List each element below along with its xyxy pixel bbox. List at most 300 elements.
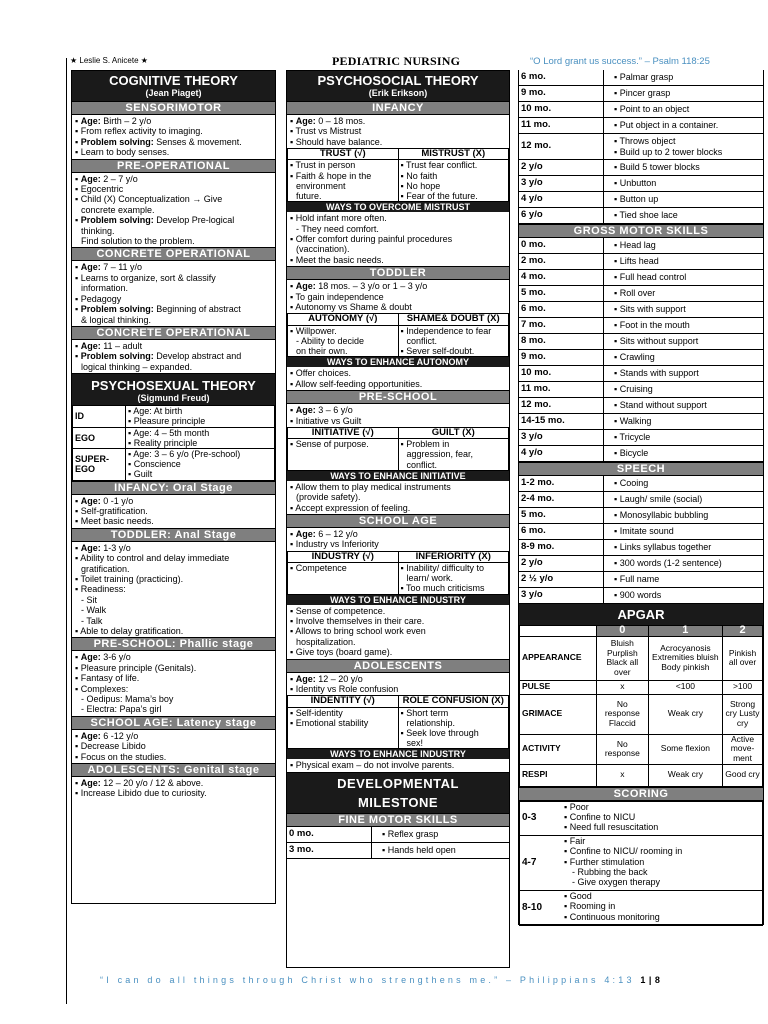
preschool-ways-body [287,481,509,514]
text-line: ▪ Throws object [614,136,676,147]
text-line: ▪ Offer choices. [290,368,352,379]
milestone-age: 11 mo. [519,382,604,398]
text-line: (vaccination). [296,244,350,255]
text-line: ▪ Allow self-feeding opportunities. [290,378,423,389]
toddler-negative-header: SHAME& DOUBT (X) [398,314,509,325]
schoolage-ways-body [287,605,509,659]
adolescents-summary [287,673,509,696]
freud-label: ID [73,406,126,427]
apgar-criterion: RESPI [520,764,597,786]
text-line: ▪ Too much criticisms [400,583,485,594]
preschool-negative-header: GUILT (X) [398,427,509,438]
score-actions [564,801,763,836]
concrete-body [72,261,275,325]
apgar-row [520,734,763,764]
text-line: ▪ Build 5 tower blocks [614,162,700,173]
milestone-age: 0 mo. [287,827,372,843]
text-line: ▪ Pleasure principle (Genitals). [75,662,197,673]
oral-body [72,495,275,528]
milestone-row [287,842,509,858]
apgar-cell: Strong cry Lusty cry [723,694,763,734]
text-line: ▪ Toilet training (practicing). [75,573,184,584]
milestone-apgar-column [518,70,764,925]
toddler-negative-traits [398,325,509,357]
cognitive-author: (Jean Piaget) [72,88,275,101]
infancy-header: INFANCY [287,101,509,115]
text-line: (provide safety). [296,492,361,503]
text-line: ▪ Meet basic needs. [75,516,154,527]
milestone-row [287,827,509,843]
milestone-row [519,302,763,318]
milestone-row [519,176,763,192]
text-line: ▪ Problem solving: Develop abstract and [75,351,242,362]
milestone-row [519,540,763,556]
text-line: ▪ No faith [400,170,438,181]
milestone-row [519,476,763,492]
text-line: thinking. [81,225,115,236]
milestone-skill [604,350,764,366]
preschool-summary [287,404,509,427]
fine-motor-header: FINE MOTOR SKILLS [287,813,509,827]
text-line: ▪ Pleasure principle [128,416,206,427]
infancy-positive-traits [288,160,399,202]
text-line: ▪ Walking [614,416,652,427]
anal-header: TODDLER: Anal Stage [72,528,275,542]
text-line: ▪ To gain independence [290,291,384,302]
preschool-ways-header: WAYS TO ENHANCE INITIATIVE [287,471,509,481]
freud-row [73,448,275,480]
text-line: ▪ Give toys (board game). [290,647,393,658]
score-actions [564,891,763,926]
apgar-cell: No response Flaccid [597,694,649,734]
milestone-skill [604,430,764,446]
apgar-cell: <100 [648,680,722,694]
text-line: ▪ Guilt [128,469,153,480]
milestone-age: 2 y/o [519,160,604,176]
text-line: information. [81,283,129,294]
text-line: ▪ Faith & hope in the [290,170,372,181]
text-line: ▪ Sits with support [614,304,686,315]
adolescents-negative-header: ROLE CONFUSION (X) [398,696,509,707]
milestone-row [519,318,763,334]
milestone-skill [604,70,764,86]
freud-structure-table [72,405,275,480]
freud-desc [126,427,275,448]
milestone-row [519,334,763,350]
milestone-age: 12 mo. [519,134,604,160]
text-line: ▪ Readiness: [75,584,126,595]
page-title: PEDIATRIC NURSING [332,54,461,68]
text-line: gratification. [81,563,130,574]
psychosexual-title: PSYCHOSEXUAL THEORY [72,373,275,393]
scoring-row [520,801,763,836]
apgar-criterion: PULSE [520,680,597,694]
score-range: 0-3 [520,801,565,836]
milestone-skill [604,270,764,286]
text-line: ▪ 300 words (1-2 sentence) [614,558,722,569]
text-line: ▪ Age: 11 – adult [75,340,143,351]
schoolage-versus-table [287,551,509,595]
milestone-skill [604,588,764,604]
text-line: ▪ Trust in person [290,160,356,171]
text-line: ▪ Able to delay gratification. [75,626,184,637]
header-quote: “O Lord grant us success.” – Psalm 118:25 [530,56,710,67]
text-line: ▪ Point to an object [614,104,690,115]
text-line: ▪ Pedagogy [75,293,122,304]
text-line: relationship. [406,717,456,728]
text-line: ▪ Head lag [614,240,656,251]
latency-body [72,730,275,763]
score-range: 4-7 [520,836,565,891]
milestone-row [519,118,763,134]
text-line: ▪ Rooming in [564,901,616,912]
freud-desc [126,406,275,427]
fine-motor-table-a [287,827,509,859]
apgar-cell: Good cry [723,764,763,786]
milestone-row [519,572,763,588]
text-line: ▪ Offer comfort during painful procedures [290,234,453,245]
apgar-corner [520,626,597,637]
text-line: ▪ Decrease Libido [75,741,146,752]
text-line: ▪ Fair [564,836,586,847]
milestone-age: 8-9 mo. [519,540,604,556]
page-number: 1 | 8 [640,975,661,985]
text-line: ▪ Age: Birth – 2 y/o [75,116,152,126]
apgar-row [520,764,763,786]
milestone-age: 2 y/o [519,556,604,572]
text-line: - Oedipus: Mama’s boy [81,694,174,705]
phallic-header: PRE-SCHOOL: Phallic stage [72,637,275,651]
apgar-cell: No response [597,734,649,764]
schoolage-negative-traits [398,562,509,594]
milestone-row [519,508,763,524]
milestone-age: 4 y/o [519,446,604,462]
text-line: ▪ Build up to 2 tower blocks [614,146,723,157]
text-line: ▪ Trust vs Mistrust [290,126,362,137]
sensorimotor-body [72,115,275,159]
text-line: ▪ Tied shoe lace [614,210,678,221]
milestone-age: 4 mo. [519,270,604,286]
infancy-negative-header: MISTRUST (X) [398,149,509,160]
text-line: ▪ Stand without support [614,400,707,411]
infancy-ways-body [287,212,509,266]
milestone-age: 10 mo. [519,366,604,382]
sensorimotor-header: SENSORIMOTOR [72,101,275,115]
text-line: ▪ Confine to NICU [564,811,636,822]
text-line: ▪ Poor [564,801,589,812]
text-line: ▪ Complexes: [75,683,129,694]
milestone-row [519,134,763,160]
milestone-row [519,208,763,224]
adolescents-negative-traits [398,707,509,749]
text-line: ▪ Independence to fear [400,325,492,336]
text-line: conflict. [406,335,438,346]
milestone-skill [604,382,764,398]
genital-body [72,777,275,800]
text-line: ▪ Age: 18 mos. – 3 y/o or 1 – 3 y/o [290,281,428,292]
dev-milestone-title-1: DEVELOPMENTAL [287,772,509,792]
text-line: ▪ Learns to organize, sort & classify [75,272,216,283]
text-line: ▪ Put object in a container. [614,120,719,131]
milestone-age: 14-15 mo. [519,414,604,430]
text-line: ▪ Problem solving: Senses & movement. [75,136,242,147]
apgar-criterion: ACTIVITY [520,734,597,764]
speech-table [519,476,763,604]
toddler-positive-traits [288,325,399,357]
milestone-age: 2-4 mo. [519,492,604,508]
apgar-row [520,680,763,694]
schoolage-positive-header: INDUSTRY (√) [288,551,399,562]
anal-body [72,542,275,638]
text-line: ▪ Fantasy of life. [75,673,140,684]
text-line: ▪ Allow them to play medical instruments [290,481,451,492]
toddler-ways-body [287,367,509,390]
text-line: ▪ Foot in the mouth [614,320,690,331]
text-line: ▪ Willpower. [290,325,337,336]
milestone-skill [604,286,764,302]
text-line: ▪ No hope [400,180,441,191]
apgar-cell: Weak cry [648,694,722,734]
milestone-row [519,524,763,540]
score-range: 8-10 [520,891,565,926]
text-line: ▪ Initiative vs Guilt [290,415,362,426]
author-name: ★ Leslie S. Anicete ★ [70,56,148,65]
milestone-row [519,366,763,382]
page-footer [100,975,740,985]
toddler-header: TODDLER [287,266,509,280]
apgar-row [520,636,763,680]
milestone-skill [604,398,764,414]
text-line: ▪ Problem solving: Develop Pre-logical [75,215,235,226]
text-line: aggression, fear, [406,449,474,460]
milestone-skill [604,176,764,192]
text-line: ▪ Learn to body senses. [75,147,170,158]
text-line: concrete example. [81,204,155,215]
milestone-skill [604,102,764,118]
text-line: - Rubbing the back [572,866,648,877]
milestone-age: 2 ½ y/o [519,572,604,588]
milestone-row [519,86,763,102]
scoring-table [519,801,763,926]
text-line: ▪ Hands held open [382,845,456,856]
milestone-age: 1-2 mo. [519,476,604,492]
toddler-versus-table [287,313,509,357]
milestone-skill [604,476,764,492]
infancy-ways-header: WAYS TO OVERCOME MISTRUST [287,202,509,212]
text-line: ▪ Autonomy vs Shame & doubt [290,302,412,313]
text-line: ▪ Meet the basic needs. [290,254,384,265]
text-line: - Walk [81,605,107,616]
infancy-versus-table [287,148,509,202]
text-line: ▪ Age: 3 – 6 y/o [290,405,353,416]
text-line: & logical thinking. [81,314,152,325]
milestone-skill [604,160,764,176]
text-line: ▪ Age: 2 – 7 y/o [75,173,138,184]
apgar-cell: >100 [723,680,763,694]
milestone-skill [604,446,764,462]
text-line: ▪ Reality principle [128,437,198,448]
milestone-age: 0 mo. [519,238,604,254]
text-line: - Give oxygen therapy [572,876,661,887]
text-line: ▪ Cooing [614,478,649,489]
text-line: ▪ Egocentric [75,184,124,195]
text-line: sex! [406,738,424,749]
milestone-age: 3 y/o [519,430,604,446]
text-line: ▪ Self-gratification. [75,505,148,516]
apgar-title: APGAR [519,604,763,625]
text-line: ▪ Sits without support [614,336,699,347]
text-line: on their own. [296,346,348,357]
text-line: ▪ Crawling [614,352,655,363]
milestone-skill [604,540,764,556]
milestone-row [519,270,763,286]
text-line: ▪ Increase Libido due to curiosity. [75,788,207,799]
milestone-skill [604,366,764,382]
text-line: ▪ Identity vs Role confusion [290,684,399,695]
score-actions [564,836,763,891]
text-line: ▪ Industry vs Inferiority [290,539,379,550]
freud-label: EGO [73,427,126,448]
text-line: ▪ Button up [614,194,659,205]
milestone-age: 6 mo. [519,302,604,318]
text-line: ▪ Sense of purpose. [290,439,369,450]
text-line: ▪ Age: 7 – 11 y/o [75,262,143,273]
text-line: ▪ Age: At birth [128,406,183,417]
latency-header: SCHOOL AGE: Latency stage [72,716,275,730]
milestone-skill [604,254,764,270]
milestone-skill [604,134,764,160]
apgar-score-col: 0 [597,626,649,637]
apgar-score-col: 2 [723,626,763,637]
text-line: ▪ Self-identity [290,707,343,718]
text-line: ▪ Competence [290,562,347,573]
text-line: ▪ Conscience [128,459,181,470]
psychosocial-title: PSYCHOSOCIAL THEORY [287,71,509,88]
text-line: ▪ Age: 12 – 20 y/o / 12 & above. [75,778,204,789]
adolescents-ways-body [287,759,509,771]
milestone-age: 11 mo. [519,118,604,134]
milestone-age: 6 mo. [519,524,604,540]
text-line: ▪ Full name [614,574,660,585]
apgar-cell: Acrocyanosis Extremities bluish Body pinkish [648,636,722,680]
milestone-skill [604,302,764,318]
text-line: ▪ Should have balance. [290,136,383,147]
adolescents-versus-table [287,695,509,749]
apgar-cell: Weak cry [648,764,722,786]
apgar-criterion: APPEARANCE [520,636,597,680]
milestone-skill [604,238,764,254]
text-line: ▪ Good [564,891,592,902]
text-line: ▪ Laugh/ smile (social) [614,494,703,505]
text-line: ▪ Age: 4 – 5th month [128,427,210,438]
text-line: ▪ Age: 3-6 y/o [75,652,131,663]
gross-motor-table [519,238,763,462]
text-line: ▪ Focus on the studies. [75,751,167,762]
milestone-skill [604,318,764,334]
milestone-row [519,492,763,508]
scoring-row [520,836,763,891]
apgar-cell: x [597,764,649,786]
milestone-row [519,430,763,446]
apgar-table [519,625,763,787]
text-line: ▪ Sense of competence. [290,605,386,616]
apgar-cell: Some flexion [648,734,722,764]
freud-desc [126,448,275,480]
cognitive-title: COGNITIVE THEORY [72,71,275,88]
text-line: ▪ Confine to NICU/ rooming in [564,846,683,857]
toddler-positive-header: AUTONOMY (√) [288,314,399,325]
text-line: ▪ Palmar grasp [614,72,674,83]
text-line: ▪ Unbutton [614,178,657,189]
preschool-positive-header: INITIATIVE (√) [288,427,399,438]
milestone-age: 5 mo. [519,508,604,524]
milestone-row [519,160,763,176]
milestone-row [519,382,763,398]
preschool-positive-traits [288,439,399,471]
text-line: ▪ Seek love through [400,728,479,739]
text-line: ▪ Age: 1-3 y/o [75,542,131,553]
infancy-summary [287,115,509,148]
text-line: ▪ Emotional stability [290,717,369,728]
concrete2-header: CONCRETE OPERATIONAL [72,326,275,340]
apgar-cell: Active move-ment [723,734,763,764]
text-line: ▪ Short term [400,707,449,718]
apgar-cell: Pinkish all over [723,636,763,680]
milestone-skill [604,118,764,134]
phallic-body [72,651,275,715]
text-line: ▪ Further stimulation [564,856,645,867]
text-line: ▪ Links syllabus together [614,542,712,553]
milestone-age: 3 y/o [519,176,604,192]
milestone-skill [372,842,510,858]
scoring-header: SCORING [519,787,763,801]
preop-header: PRE-OPERATIONAL [72,159,275,173]
text-line: logical thinking – expanded. [81,361,193,372]
preschool-negative-traits [398,439,509,471]
adolescents-positive-traits [288,707,399,749]
milestone-row [519,398,763,414]
milestone-skill [604,334,764,350]
text-line: ▪ Need full resuscitation [564,821,659,832]
milestone-age: 3 y/o [519,588,604,604]
schoolage-negative-header: INFERIORITY (X) [398,551,509,562]
text-line: conflict. [406,459,438,470]
milestone-skill [604,556,764,572]
text-line: ▪ Stands with support [614,368,699,379]
text-line: ▪ Inability/ difficulty to [400,562,485,573]
text-line: ▪ Pincer grasp [614,88,671,99]
adolescents-ways-header: WAYS TO ENHANCE INDUSTRY [287,749,509,759]
preschool-header: PRE-SCHOOL [287,390,509,404]
milestone-age: 5 mo. [519,286,604,302]
text-line: environment [296,180,346,191]
text-line: ▪ Hold infant more often. [290,213,387,224]
oral-header: INFANCY: Oral Stage [72,481,275,495]
text-line: ▪ Allows to bring school work even [290,626,426,637]
milestone-row [519,102,763,118]
adolescents-positive-header: INDENTITY (√) [288,696,399,707]
freud-label: SUPER-EGO [73,448,126,480]
text-line: ▪ Bicycle [614,448,649,459]
text-line: ▪ Age: 0 – 18 mos. [290,116,366,126]
milestone-row [519,350,763,366]
text-line: ▪ Lifts head [614,256,659,267]
cognitive-psychosexual-column [71,70,276,904]
preschool-versus-table [287,427,509,471]
infancy-positive-header: TRUST (√) [288,149,399,160]
concrete2-body [72,340,275,373]
text-line: ▪ Child (X) Conceptualization → Give [75,194,223,205]
